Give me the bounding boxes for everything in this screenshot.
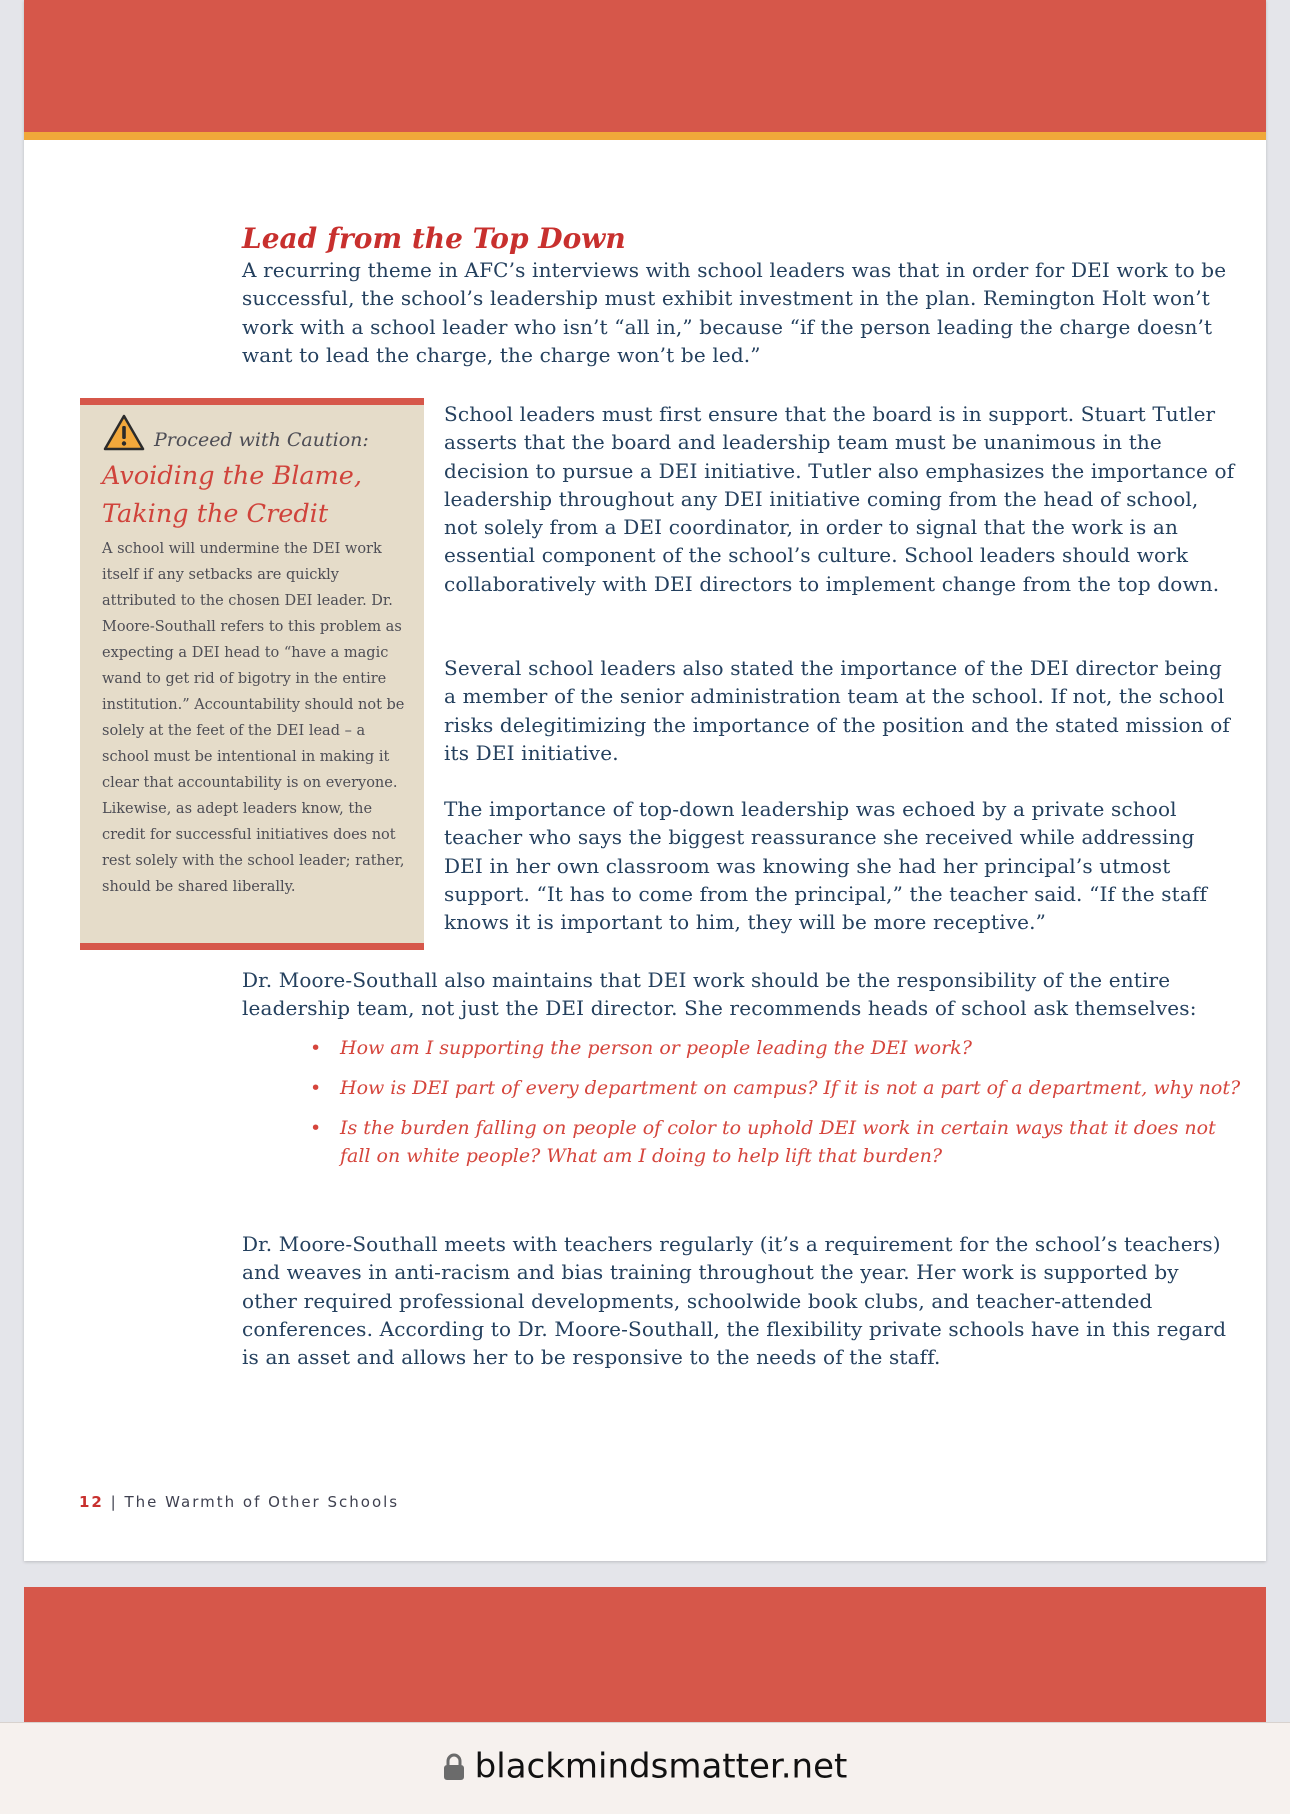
sidebar-title-line: Taking the Credit <box>102 499 329 529</box>
url-display[interactable] <box>0 1745 1290 1793</box>
bullet: • <box>310 1077 322 1099</box>
url-text[interactable]: blackmindsmatter.net <box>474 1746 848 1787</box>
intro-paragraph: A recurring theme in AFC’s interviews with school leaders was that in order for DEI work to be successful, the school’s leadership must exhibit investment in the plan. Remington Holt won’t work with a school leader who isn’t “all in,” because “if the person leading the charge doesn’t want to lead the charge, the charge won’t be led.” <box>242 258 1227 367</box>
publication-title: The Warmth of Other Schools <box>124 1493 400 1511</box>
browser-url-bar[interactable] <box>0 1722 1290 1814</box>
question-text: How is DEI part of every department on campus? If it is not a part of a department, why not? <box>340 1077 1241 1099</box>
bullet: • <box>310 1117 322 1139</box>
warning-icon <box>102 413 146 453</box>
question-list <box>304 1034 1244 1182</box>
sidebar-body: A school will undermine the DEI work itself if any setbacks are quickly attributed to the chosen DEI leader. Dr. Moore-Southall refers to this problem as expecting a DEI head to “have a magic wand to get rid of bigotry in the entire institution.” Accountability should not be solely at the feet of the DEI lead – a school must be intentional in making it clear that accountability is on everyone. Likewise, as adept leaders know, the credit for successful initiatives does not rest solely with the school leader; rather, should be shared liberally. <box>102 541 405 895</box>
final-paragraph: Dr. Moore-Southall meets with teachers regularly (it’s a requirement for the school’s teachers) and weaves in anti-racism and bias training throughout the year. Her work is supported by other required professional developments, schoolwide book clubs, and teacher-attended conferences. According to Dr. Moore-Southall, the flexibility private schools have in this regard is an asset and allows her to be responsive to the needs of the staff. <box>242 1232 1227 1370</box>
director-paragraph: Several school leaders also stated the importance of the DEI director being a member of the senior administration team at the school. If not, the school risks delegitimizing the importance of the position and the stated mission of its DEI initiative. <box>444 656 1230 765</box>
bullet: • <box>310 1037 322 1059</box>
top-down-paragraph: The importance of top-down leadership was echoed by a private school teacher who says the biggest reassurance she received while addressing DEI in her own classroom was knowing she had her principal’s utmost support. “It has to come from the principal,” the teacher said. “If the staff knows it is important to him, they will be more receptive.” <box>444 797 1208 935</box>
section-heading: Lead from the Top Down <box>242 222 626 255</box>
page-number: 12 <box>79 1493 104 1511</box>
board-paragraph: School leaders must first ensure that the board is in support. Stuart Tutler asserts that the board and leadership team must be unanimous in the decision to pursue a DEI initiative. Tutler also emphasizes the importance of leadership throughout any DEI initiative coming from the head of school, not solely from a DEI coordinator, in order to signal that the work is an essential component of the school’s culture. School leaders should work collaboratively with DEI directors to implement change from the top down. <box>444 402 1235 596</box>
page-content <box>24 0 1266 1561</box>
caution-sidebar <box>80 398 424 950</box>
moore-southall-paragraph: Dr. Moore-Southall also maintains that DEI work should be the responsibility of the entire leadership team, not just the DEI director. She recommends heads of school ask themselves: <box>242 968 1197 1021</box>
list-item <box>304 1114 1244 1170</box>
footer-separator: | <box>110 1493 118 1511</box>
page-footer <box>79 1493 399 1511</box>
sidebar-title-line: Avoiding the Blame, <box>102 461 362 491</box>
list-item <box>304 1074 1244 1102</box>
question-text: Is the burden falling on people of color to uphold DEI work in certain ways that it does not fall on white people? What am I doing to help lift that burden? <box>340 1117 1216 1167</box>
question-text: How am I supporting the person or people leading the DEI work? <box>340 1037 972 1059</box>
list-item <box>304 1034 1244 1062</box>
sidebar-kicker: Proceed with Caution: <box>154 429 369 451</box>
next-page-banner <box>24 1587 1266 1722</box>
sidebar-title <box>102 457 412 533</box>
document-page <box>24 0 1266 1561</box>
lock-icon <box>443 1753 465 1781</box>
